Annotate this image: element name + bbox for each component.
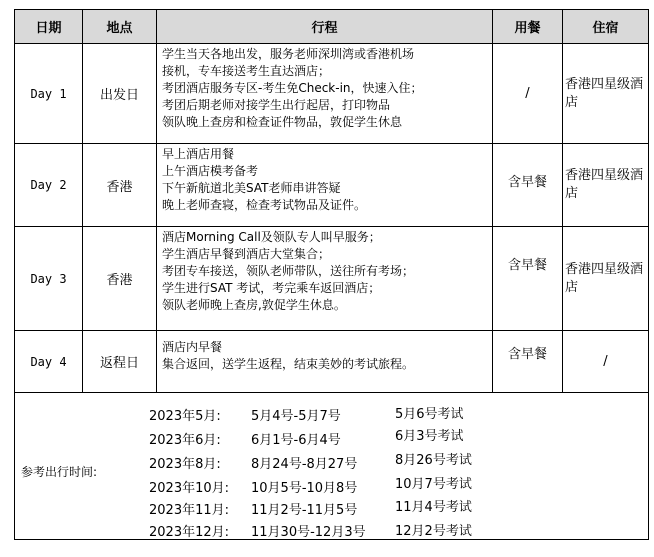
itinerary-table bbox=[14, 9, 649, 540]
schedule-line: 领队老师晚上查房,敦促学生休息。 bbox=[162, 298, 346, 312]
header-schedule: 行程 bbox=[157, 10, 493, 44]
reference-box bbox=[15, 393, 648, 539]
header-day: 日期 bbox=[15, 10, 83, 44]
schedule-line: 早上酒店用餐 bbox=[162, 147, 235, 161]
schedule-cell bbox=[157, 144, 493, 227]
header-accommodation: 住宿 bbox=[563, 10, 649, 44]
header-meals: 用餐 bbox=[493, 10, 563, 44]
reference-row bbox=[15, 393, 649, 540]
schedule-line: 考团酒店服务专区-考生免Check-in，快速入住； bbox=[162, 81, 423, 95]
schedule-cell bbox=[157, 227, 493, 331]
reference-range: 8月24号-8月27号 bbox=[251, 457, 358, 472]
meals-cell: 含早餐 bbox=[493, 331, 563, 393]
day-cell: Day 4 bbox=[15, 331, 83, 393]
reference-exam: 8月26号考试 bbox=[395, 453, 472, 468]
schedule-line: 学生进行SAT 考试，考完乘车返回酒店； bbox=[162, 281, 381, 295]
meals-cell: 含早餐 bbox=[493, 144, 563, 227]
reference-range: 5月4号-5月7号 bbox=[251, 409, 341, 424]
accommodation-cell: / bbox=[563, 331, 649, 393]
reference-month: 2023年10月: bbox=[149, 481, 230, 496]
reference-exam: 6月3号考试 bbox=[395, 429, 464, 444]
header-location: 地点 bbox=[83, 10, 157, 44]
itinerary-document bbox=[14, 9, 648, 549]
table-row bbox=[15, 331, 649, 393]
reference-month: 2023年12月: bbox=[149, 525, 230, 540]
reference-exam: 12月2号考试 bbox=[395, 524, 472, 539]
reference-month: 2023年11月: bbox=[149, 503, 230, 518]
reference-month: 2023年6月: bbox=[149, 433, 221, 448]
reference-range: 6月1号-6月4号 bbox=[251, 433, 341, 448]
table-row bbox=[15, 44, 649, 144]
schedule-line: 酒店Morning Call及领队专人叫早服务； bbox=[162, 230, 381, 244]
schedule-line: 酒店内早餐 bbox=[162, 340, 223, 354]
schedule-line: 晚上老师查寝，检查考试物品及证件。 bbox=[162, 198, 367, 212]
location-cell: 出发日 bbox=[83, 44, 157, 144]
schedule-line: 集合返回，送学生返程，结束美妙的考试旅程。 bbox=[162, 357, 415, 371]
day-cell: Day 2 bbox=[15, 144, 83, 227]
reference-cell bbox=[15, 393, 649, 540]
reference-range: 11月2号-11月5号 bbox=[251, 503, 358, 518]
meals-cell: 含早餐 bbox=[493, 227, 563, 331]
schedule-line: 学生当天各地出发，服务老师深圳湾或香港机场 bbox=[162, 47, 415, 61]
reference-exam: 5月6号考试 bbox=[395, 407, 464, 422]
location-cell: 香港 bbox=[83, 227, 157, 331]
schedule-line: 学生酒店早餐到酒店大堂集合； bbox=[162, 247, 331, 261]
day-cell: Day 1 bbox=[15, 44, 83, 144]
table-row bbox=[15, 227, 649, 331]
reference-month: 2023年8月: bbox=[149, 457, 221, 472]
schedule-line: 上午酒店模考备考 bbox=[162, 164, 259, 178]
reference-exam: 10月7号考试 bbox=[395, 477, 472, 492]
reference-range: 10月5号-10月8号 bbox=[251, 481, 358, 496]
reference-exam: 11月4号考试 bbox=[395, 500, 472, 515]
schedule-line: 考团专车接送，领队老师带队，送往所有考场； bbox=[162, 264, 415, 278]
table-row bbox=[15, 144, 649, 227]
accommodation-cell: 香港四星级酒店 bbox=[563, 227, 649, 331]
accommodation-cell: 香港四星级酒店 bbox=[563, 44, 649, 144]
accommodation-cell: 香港四星级酒店 bbox=[563, 144, 649, 227]
day-cell: Day 3 bbox=[15, 227, 83, 331]
schedule-cell bbox=[157, 44, 493, 144]
location-cell: 香港 bbox=[83, 144, 157, 227]
reference-month: 2023年5月: bbox=[149, 409, 221, 424]
meals-cell: / bbox=[493, 44, 563, 144]
location-cell: 返程日 bbox=[83, 331, 157, 393]
schedule-line: 下午新航道北美SAT老师串讲答疑 bbox=[162, 181, 341, 195]
schedule-line: 领队晚上查房和检查证件物品，敦促学生休息 bbox=[162, 115, 403, 129]
reference-label: 参考出行时间: bbox=[21, 465, 98, 479]
schedule-line: 考团后期老师对接学生出行起居，打印物品 bbox=[162, 98, 391, 112]
schedule-cell bbox=[157, 331, 493, 393]
header-row bbox=[15, 10, 649, 44]
reference-range: 11月30号-12月3号 bbox=[251, 525, 366, 540]
schedule-line: 接机，专车接送考生直达酒店； bbox=[162, 64, 331, 78]
